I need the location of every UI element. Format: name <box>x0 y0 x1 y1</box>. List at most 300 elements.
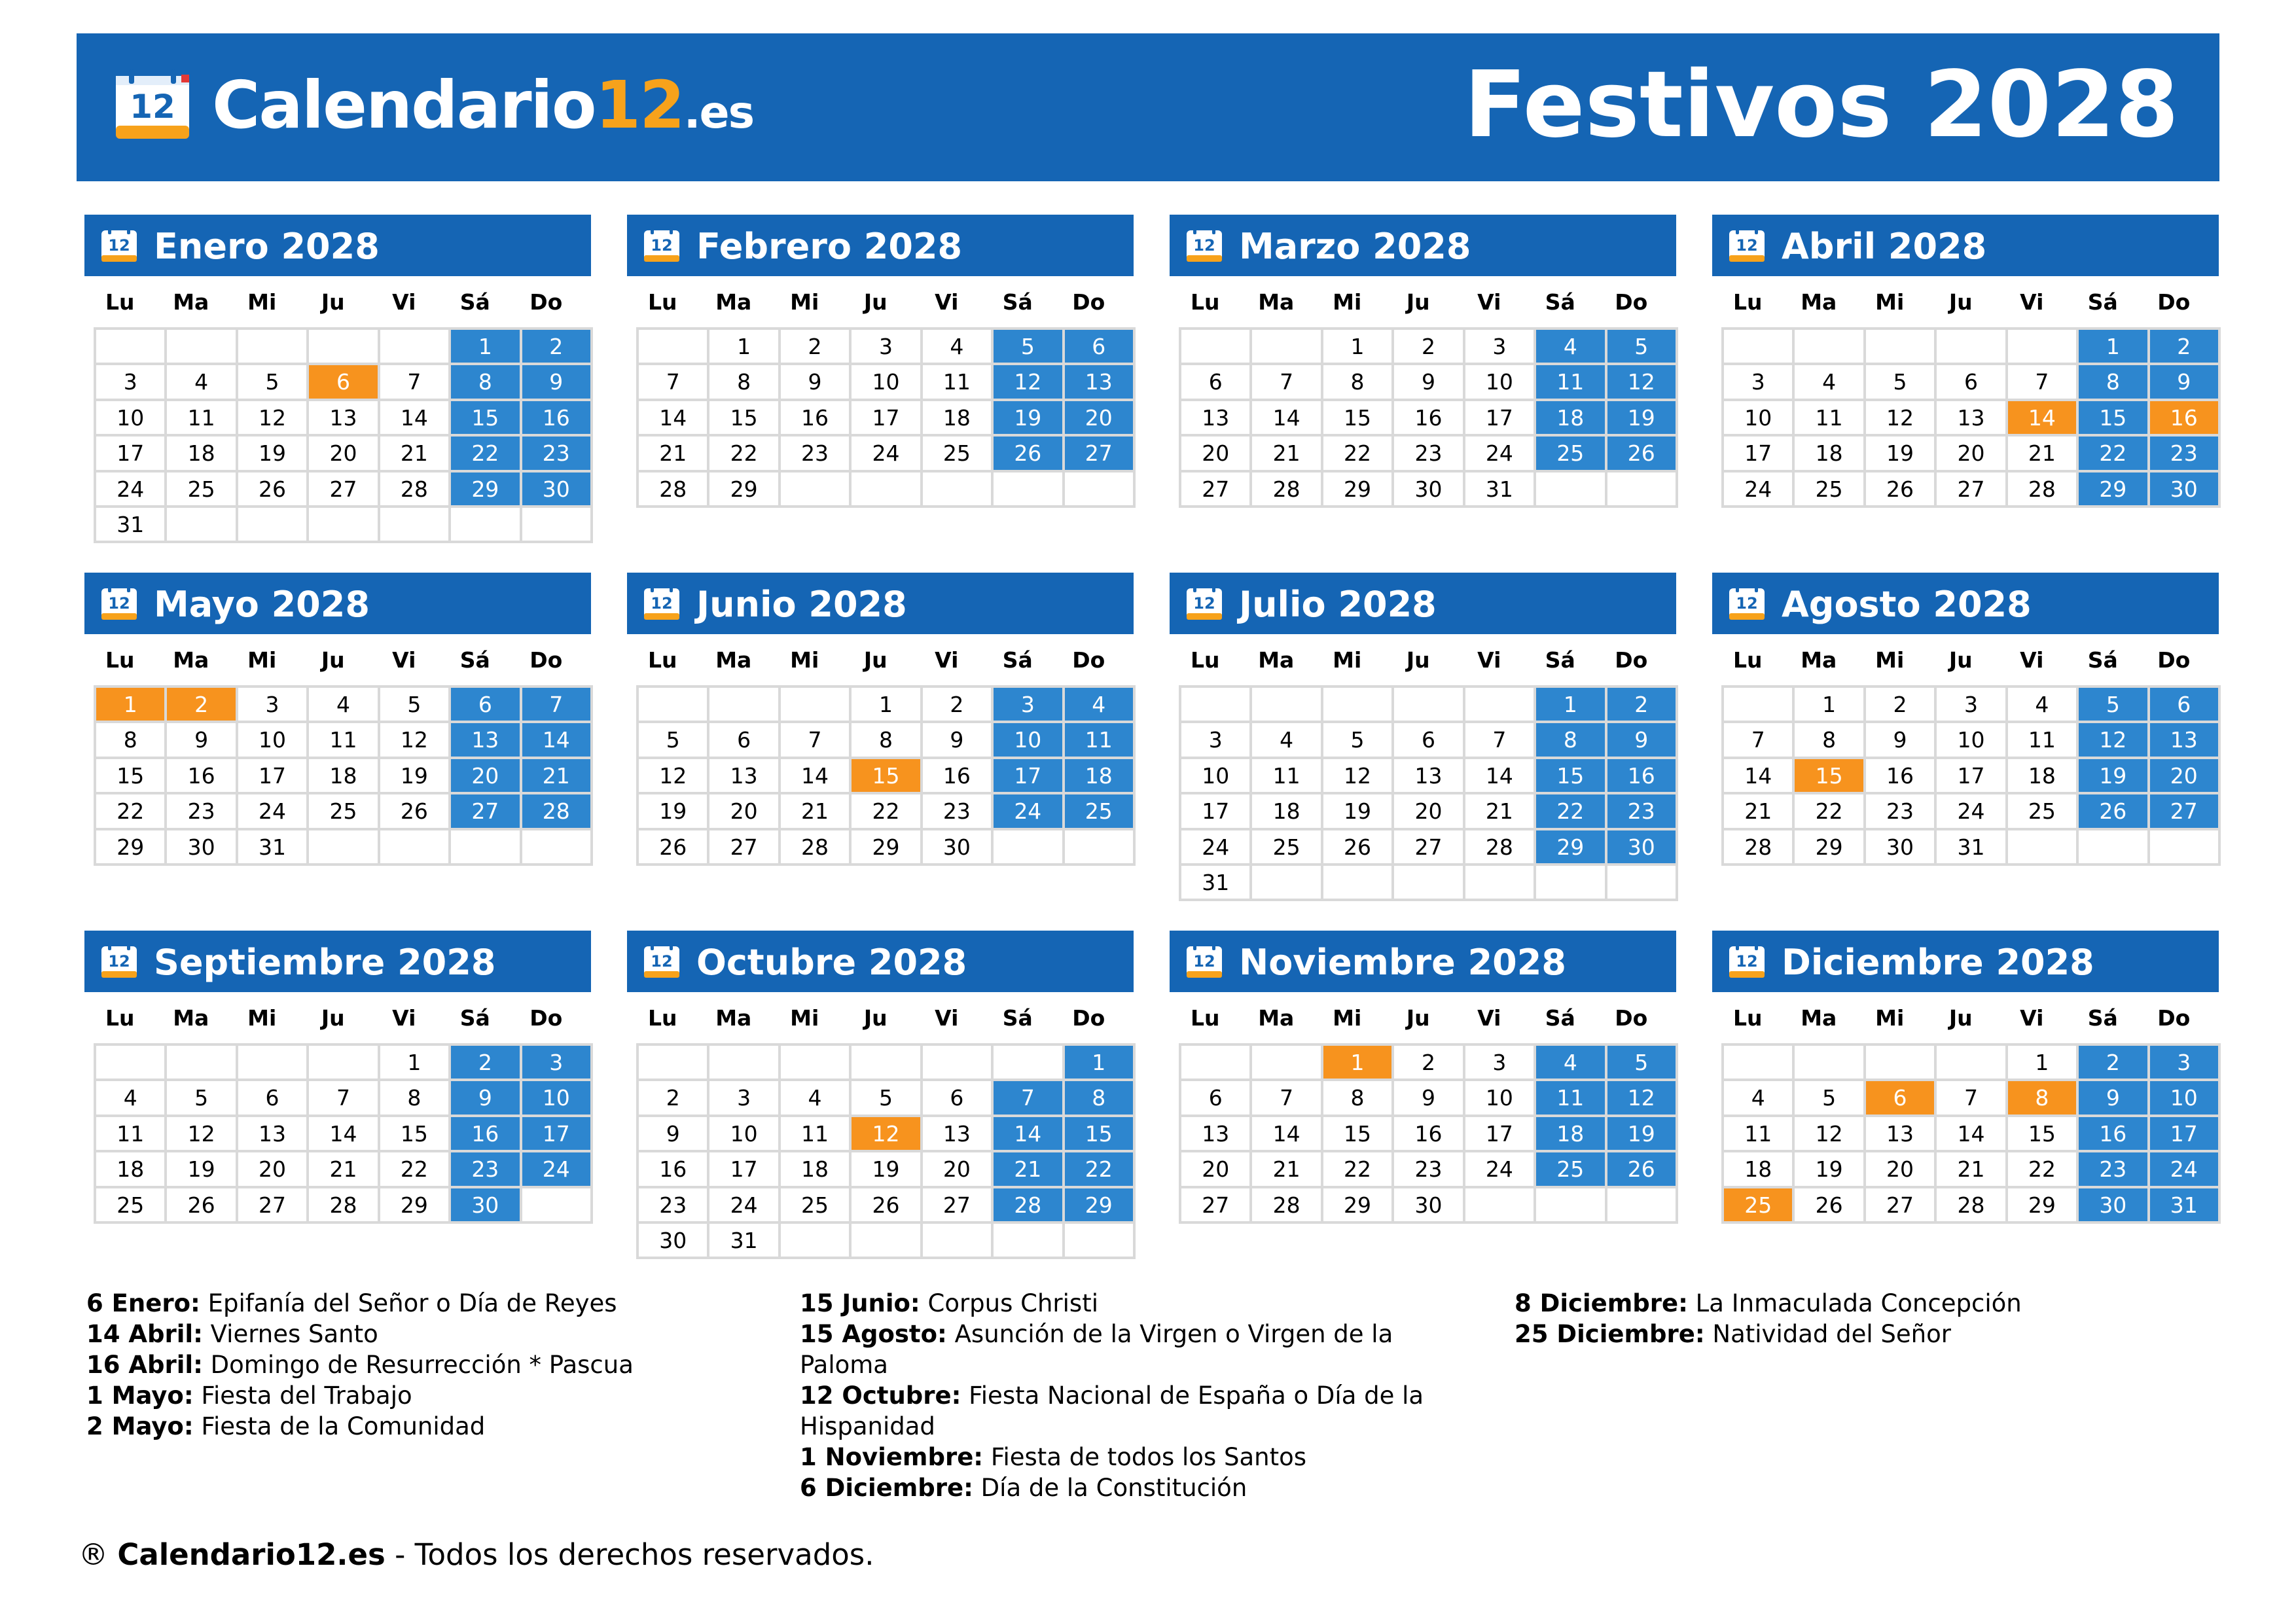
day-cell: 1 <box>451 330 522 365</box>
day-cell: 26 <box>994 437 1064 472</box>
day-cell: 27 <box>1937 473 2007 508</box>
calendar-icon-number: 12 <box>1736 952 1758 971</box>
day-cell: 9 <box>451 1081 522 1116</box>
weekday-label: Do <box>529 647 563 673</box>
day-cell: 23 <box>781 437 852 472</box>
day-cell: 6 <box>451 688 522 723</box>
week-row <box>1724 365 2221 401</box>
week-row <box>639 1152 1136 1188</box>
week-row <box>639 1046 1136 1081</box>
day-cell: 10 <box>852 365 922 401</box>
day-cell: 2 <box>923 688 994 723</box>
day-cell: 9 <box>923 723 994 758</box>
day-cell: 17 <box>1465 401 1536 437</box>
day-cell: 30 <box>1607 830 1678 866</box>
month-title: Julio 2028 <box>1239 584 1437 625</box>
day-cell: 26 <box>380 794 451 830</box>
empty-day-cell <box>96 1046 167 1081</box>
month-title: Noviembre 2028 <box>1239 942 1566 983</box>
weekday-label: Ma <box>1258 289 1295 315</box>
day-cell: 15 <box>852 759 922 794</box>
day-cell: 11 <box>1252 759 1323 794</box>
day-cell: 26 <box>1323 830 1394 866</box>
day-cell: 5 <box>994 330 1064 365</box>
day-cell: 22 <box>1323 437 1394 472</box>
holiday-date: 15 Junio: <box>800 1289 920 1317</box>
day-cell: 20 <box>1181 1152 1252 1188</box>
page-title: Festivos 2028 <box>1463 52 2179 158</box>
weekday-label: Ju <box>863 1005 888 1031</box>
weekday-label: Vi <box>1477 647 1501 673</box>
day-cell: 29 <box>451 473 522 508</box>
day-cell: 1 <box>96 688 167 723</box>
month-calendar <box>627 215 1134 508</box>
day-cell: 28 <box>1937 1188 2007 1224</box>
month-calendar <box>84 215 591 543</box>
day-cell: 5 <box>1866 365 1937 401</box>
weekday-label: Vi <box>392 647 416 673</box>
weekday-label: Lu <box>1732 289 1763 315</box>
day-cell: 7 <box>522 688 593 723</box>
empty-day-cell <box>1536 866 1607 901</box>
day-cell: 16 <box>451 1117 522 1152</box>
day-cell: 12 <box>1607 365 1678 401</box>
weekday-label: Mi <box>1875 1005 1905 1031</box>
empty-day-cell <box>2150 830 2221 866</box>
page-header <box>77 33 2219 181</box>
month-header <box>84 573 591 634</box>
empty-day-cell <box>380 330 451 365</box>
legend-column-2 <box>800 1288 1454 1503</box>
day-cell: 18 <box>1536 401 1607 437</box>
weekday-label: Ma <box>173 289 209 315</box>
day-cell: 4 <box>2008 688 2079 723</box>
day-cell: 19 <box>1323 794 1394 830</box>
day-cell: 21 <box>639 437 709 472</box>
day-cell: 12 <box>1323 759 1394 794</box>
week-row <box>1724 1081 2221 1116</box>
weekday-label: Lu <box>1190 647 1220 673</box>
day-cell: 15 <box>1323 1117 1394 1152</box>
empty-day-cell <box>923 1046 994 1081</box>
day-cell: 15 <box>1536 759 1607 794</box>
week-row <box>1724 723 2221 758</box>
empty-day-cell <box>1465 866 1536 901</box>
calendar-icon <box>100 942 138 979</box>
day-cell: 27 <box>709 830 780 866</box>
day-cell: 2 <box>167 688 238 723</box>
day-cell: 19 <box>2079 759 2149 794</box>
day-cell: 26 <box>1795 1188 1865 1224</box>
day-cell: 13 <box>1937 401 2007 437</box>
day-cell: 3 <box>1465 1046 1536 1081</box>
day-cell: 22 <box>1536 794 1607 830</box>
empty-day-cell <box>1724 1046 1795 1081</box>
day-cell: 25 <box>1536 437 1607 472</box>
week-row <box>1724 1117 2221 1152</box>
day-cell: 12 <box>1866 401 1937 437</box>
week-row <box>1724 1188 2221 1224</box>
week-row <box>96 1188 593 1224</box>
weekday-label: Mi <box>790 647 819 673</box>
month-calendar <box>627 573 1134 866</box>
day-cell: 27 <box>1065 437 1136 472</box>
day-cell: 11 <box>96 1117 167 1152</box>
weekday-label: Vi <box>1477 289 1501 315</box>
day-cell: 22 <box>451 437 522 472</box>
weekday-label: Ju <box>321 647 345 673</box>
week-row <box>1724 1152 2221 1188</box>
day-cell: 7 <box>1724 723 1795 758</box>
day-cell: 27 <box>1866 1188 1937 1224</box>
weekday-label: Ma <box>715 1005 752 1031</box>
calendar-icon-number: 12 <box>651 594 673 613</box>
empty-day-cell <box>96 330 167 365</box>
weekday-label: Sá <box>459 289 490 315</box>
day-cell: 30 <box>1394 473 1465 508</box>
empty-day-cell <box>781 688 852 723</box>
weekday-label: Do <box>1072 647 1105 673</box>
day-cell: 26 <box>238 473 309 508</box>
calendar-icon-number: 12 <box>651 236 673 255</box>
week-row <box>1181 330 1678 365</box>
empty-day-cell <box>1866 330 1937 365</box>
day-cell: 29 <box>2079 473 2149 508</box>
day-cell: 25 <box>309 794 380 830</box>
weekday-label: Do <box>1072 289 1105 315</box>
day-cell: 21 <box>309 1152 380 1188</box>
holiday-legend-item <box>800 1472 1454 1503</box>
empty-day-cell <box>309 830 380 866</box>
holiday-legend-item <box>86 1411 741 1442</box>
day-cell: 5 <box>1323 723 1394 758</box>
day-cell: 10 <box>1465 1081 1536 1116</box>
empty-day-cell <box>2008 330 2079 365</box>
week-row <box>1724 830 2221 866</box>
day-cell: 25 <box>1065 794 1136 830</box>
holiday-date: 16 Abril: <box>86 1351 203 1379</box>
day-cell: 19 <box>994 401 1064 437</box>
day-cell: 9 <box>522 365 593 401</box>
day-cell: 24 <box>709 1188 780 1224</box>
day-cell: 24 <box>994 794 1064 830</box>
empty-day-cell <box>1607 866 1678 901</box>
calendar-icon <box>1728 942 1766 979</box>
empty-day-cell <box>238 1046 309 1081</box>
calendar-icon-number: 12 <box>651 952 673 971</box>
weekday-label: Mi <box>1875 289 1905 315</box>
day-cell: 20 <box>238 1152 309 1188</box>
day-cell: 29 <box>96 830 167 866</box>
week-row <box>96 723 593 758</box>
empty-day-cell <box>1937 330 2007 365</box>
day-cell: 10 <box>994 723 1064 758</box>
weekday-label: Ju <box>863 647 888 673</box>
day-cell: 22 <box>2008 1152 2079 1188</box>
holiday-legend-item <box>86 1380 741 1411</box>
week-row <box>639 473 1136 508</box>
empty-day-cell <box>1536 473 1607 508</box>
site-logo[interactable] <box>212 66 753 152</box>
day-cell: 27 <box>1394 830 1465 866</box>
empty-day-cell <box>994 1224 1064 1259</box>
week-row <box>639 759 1136 794</box>
weekday-label: Vi <box>2020 647 2044 673</box>
calendar-icon <box>643 226 681 263</box>
day-cell: 18 <box>2008 759 2079 794</box>
day-cell: 22 <box>96 794 167 830</box>
empty-day-cell <box>923 1224 994 1259</box>
week-row <box>639 688 1136 723</box>
month-calendar <box>627 931 1134 1259</box>
weekday-label: Sá <box>2087 289 2118 315</box>
day-cell: 29 <box>852 830 922 866</box>
day-cell: 7 <box>1252 1081 1323 1116</box>
weekday-label: Lu <box>105 289 135 315</box>
week-row <box>1181 1081 1678 1116</box>
day-cell: 29 <box>709 473 780 508</box>
day-cell: 9 <box>1607 723 1678 758</box>
calendar-icon <box>1728 584 1766 621</box>
day-cell: 10 <box>1465 365 1536 401</box>
day-cell: 30 <box>522 473 593 508</box>
day-cell: 24 <box>238 794 309 830</box>
day-cell: 20 <box>1394 794 1465 830</box>
month-calendar <box>1170 931 1676 1224</box>
day-cell: 8 <box>1065 1081 1136 1116</box>
day-cell: 16 <box>167 759 238 794</box>
day-cell: 4 <box>1795 365 1865 401</box>
day-cell: 6 <box>238 1081 309 1116</box>
empty-day-cell <box>1724 688 1795 723</box>
day-cell: 21 <box>994 1152 1064 1188</box>
day-cell: 19 <box>1607 401 1678 437</box>
day-cell: 24 <box>852 437 922 472</box>
empty-day-cell <box>1724 330 1795 365</box>
weekday-label: Sá <box>2087 1005 2118 1031</box>
holiday-legend-item <box>86 1288 741 1319</box>
holiday-legend-item <box>800 1288 1454 1319</box>
day-cell: 8 <box>451 365 522 401</box>
weekday-label: Vi <box>935 1005 959 1031</box>
day-cell: 28 <box>1252 473 1323 508</box>
day-cell: 29 <box>1323 473 1394 508</box>
weekday-label: Do <box>2157 289 2191 315</box>
day-cell: 19 <box>1795 1152 1865 1188</box>
day-cell: 23 <box>1607 794 1678 830</box>
weekday-label: Ju <box>1406 1005 1430 1031</box>
day-cell: 12 <box>238 401 309 437</box>
empty-day-cell <box>639 330 709 365</box>
week-row <box>1181 1046 1678 1081</box>
day-cell: 16 <box>781 401 852 437</box>
day-cell: 10 <box>238 723 309 758</box>
day-cell: 14 <box>2008 401 2079 437</box>
day-cell: 28 <box>1724 830 1795 866</box>
day-cell: 6 <box>2150 688 2221 723</box>
day-cell: 27 <box>2150 794 2221 830</box>
day-cell: 16 <box>923 759 994 794</box>
weekday-label: Sá <box>1002 1005 1033 1031</box>
weekday-label: Lu <box>647 289 677 315</box>
day-cell: 9 <box>167 723 238 758</box>
holiday-date: 25 Diciembre: <box>1515 1320 1705 1348</box>
day-cell: 7 <box>2008 365 2079 401</box>
footer-brand[interactable]: Calendario12.es <box>117 1537 386 1572</box>
month-title: Junio 2028 <box>696 584 907 625</box>
weekday-label: Ma <box>1801 1005 1837 1031</box>
day-cell: 6 <box>709 723 780 758</box>
weekday-label: Mi <box>790 289 819 315</box>
empty-day-cell <box>1252 1046 1323 1081</box>
week-row <box>96 1046 593 1081</box>
weekday-header-row <box>84 634 591 685</box>
week-row <box>96 330 593 365</box>
day-cell: 10 <box>1181 759 1252 794</box>
day-cell: 24 <box>1937 794 2007 830</box>
weekday-header-row <box>84 992 591 1043</box>
day-cell: 2 <box>781 330 852 365</box>
registered-symbol: ® <box>79 1537 108 1572</box>
day-cell: 1 <box>1323 1046 1394 1081</box>
day-cell: 5 <box>1795 1081 1865 1116</box>
day-cell: 5 <box>2079 688 2149 723</box>
holiday-name: Día de la Constitución <box>973 1474 1247 1502</box>
day-cell: 28 <box>380 473 451 508</box>
weekday-label: Lu <box>1732 1005 1763 1031</box>
week-row <box>1181 866 1678 901</box>
empty-day-cell <box>167 1046 238 1081</box>
day-cell: 12 <box>994 365 1064 401</box>
day-cell: 23 <box>2079 1152 2149 1188</box>
day-cell: 28 <box>1252 1188 1323 1224</box>
day-cell: 6 <box>1181 365 1252 401</box>
day-cell: 31 <box>238 830 309 866</box>
day-cell: 16 <box>639 1152 709 1188</box>
empty-day-cell <box>2008 830 2079 866</box>
weekday-label: Ma <box>1801 289 1837 315</box>
week-row <box>96 1081 593 1116</box>
weekday-label: Do <box>529 289 563 315</box>
day-cell: 23 <box>522 437 593 472</box>
week-row <box>96 365 593 401</box>
weekday-label: Ju <box>1406 289 1430 315</box>
day-cell: 21 <box>522 759 593 794</box>
day-cell: 7 <box>994 1081 1064 1116</box>
day-cell: 15 <box>2079 401 2149 437</box>
week-row <box>1181 437 1678 472</box>
day-cell: 17 <box>1181 794 1252 830</box>
empty-day-cell <box>1795 1046 1865 1081</box>
weekday-label: Vi <box>392 289 416 315</box>
empty-day-cell <box>781 473 852 508</box>
holiday-name: Asunción de la Virgen o Virgen de la Paloma <box>800 1320 1393 1379</box>
day-cell: 14 <box>1252 1117 1323 1152</box>
day-cell: 25 <box>781 1188 852 1224</box>
week-row <box>639 1224 1136 1259</box>
day-cell: 28 <box>781 830 852 866</box>
day-cell: 26 <box>1607 437 1678 472</box>
weekday-header-row <box>1170 992 1676 1043</box>
day-cell: 28 <box>309 1188 380 1224</box>
footer-copyright <box>79 1537 874 1573</box>
weekday-label: Ma <box>173 1005 209 1031</box>
day-cell: 14 <box>309 1117 380 1152</box>
weekday-label: Mi <box>1333 1005 1362 1031</box>
day-cell: 25 <box>923 437 994 472</box>
weekday-label: Ju <box>1948 289 1973 315</box>
day-cell: 15 <box>451 401 522 437</box>
day-cell: 8 <box>852 723 922 758</box>
empty-day-cell <box>994 1046 1064 1081</box>
day-cell: 20 <box>309 437 380 472</box>
day-cell: 20 <box>451 759 522 794</box>
day-cell: 3 <box>852 330 922 365</box>
day-cell: 19 <box>167 1152 238 1188</box>
day-cell: 8 <box>709 365 780 401</box>
day-cell: 18 <box>1252 794 1323 830</box>
day-cell: 30 <box>167 830 238 866</box>
empty-day-cell <box>1323 866 1394 901</box>
empty-day-cell <box>309 1046 380 1081</box>
day-cell: 19 <box>852 1152 922 1188</box>
calendar-icon <box>643 942 681 979</box>
weekday-label: Do <box>529 1005 563 1031</box>
day-cell: 3 <box>1181 723 1252 758</box>
day-cell: 27 <box>1181 1188 1252 1224</box>
week-row <box>1181 794 1678 830</box>
day-cell: 30 <box>451 1188 522 1224</box>
weekday-label: Do <box>1072 1005 1105 1031</box>
weekday-label: Vi <box>2020 1005 2044 1031</box>
holiday-date: 8 Diciembre: <box>1515 1289 1688 1317</box>
day-cell: 21 <box>1937 1152 2007 1188</box>
day-cell: 27 <box>1181 473 1252 508</box>
day-cell: 7 <box>781 723 852 758</box>
holiday-legend-item <box>1515 1319 2169 1349</box>
day-cell: 22 <box>1323 1152 1394 1188</box>
weekday-label: Lu <box>1190 289 1220 315</box>
day-cell: 3 <box>96 365 167 401</box>
weekday-label: Lu <box>1190 1005 1220 1031</box>
calendar-icon <box>1185 226 1223 263</box>
day-grid <box>1721 685 2221 866</box>
empty-day-cell <box>1937 1046 2007 1081</box>
holiday-name: Fiesta del Trabajo <box>193 1382 412 1410</box>
day-cell: 11 <box>1065 723 1136 758</box>
weekday-label: Ju <box>1948 647 1973 673</box>
week-row <box>639 830 1136 866</box>
day-cell: 18 <box>781 1152 852 1188</box>
day-cell: 8 <box>1536 723 1607 758</box>
empty-day-cell <box>309 508 380 543</box>
empty-day-cell <box>781 1224 852 1259</box>
empty-day-cell <box>852 1224 922 1259</box>
weekday-label: Ju <box>321 289 345 315</box>
day-cell: 14 <box>1937 1117 2007 1152</box>
calendar-logo-icon <box>113 69 192 141</box>
day-cell: 10 <box>96 401 167 437</box>
day-cell: 14 <box>380 401 451 437</box>
empty-day-cell <box>238 330 309 365</box>
month-title: Abril 2028 <box>1782 226 1987 267</box>
calendar-icon-number: 12 <box>1193 952 1215 971</box>
logo-icon-number: 12 <box>130 88 175 126</box>
logo-tld: .es <box>683 87 754 139</box>
weekday-label: Sá <box>1002 289 1033 315</box>
weekday-label: Ju <box>1948 1005 1973 1031</box>
day-cell: 20 <box>1181 437 1252 472</box>
